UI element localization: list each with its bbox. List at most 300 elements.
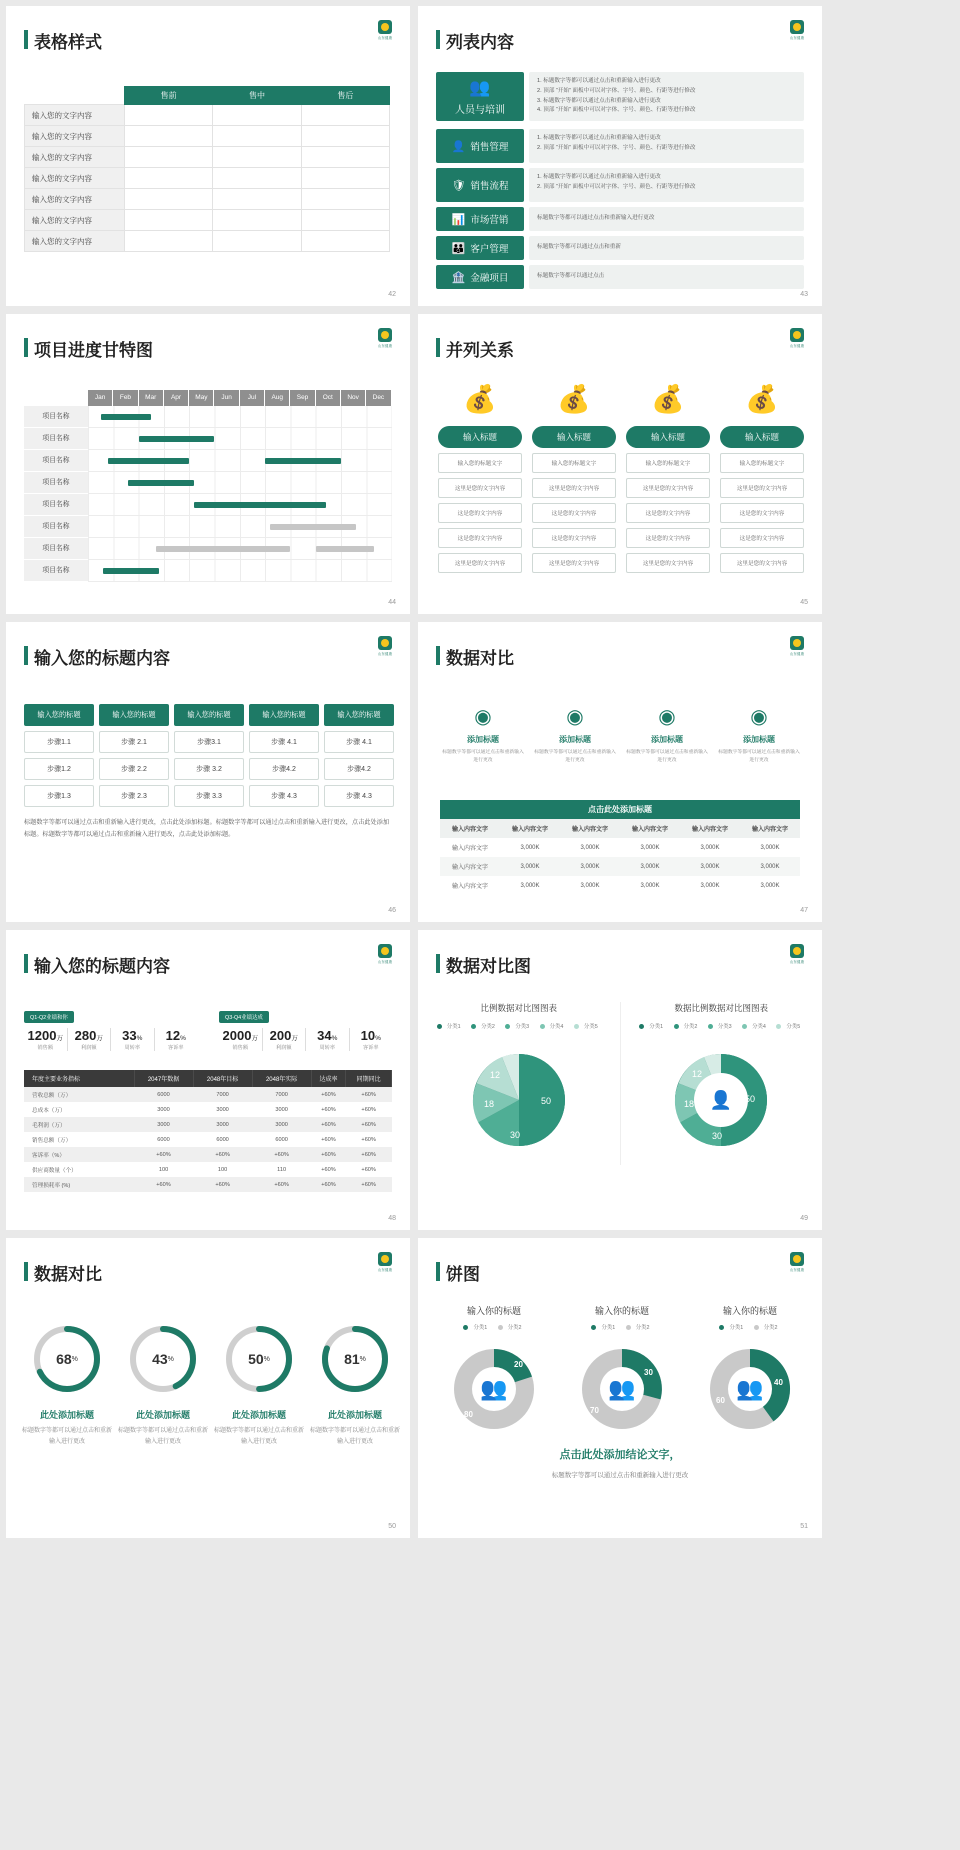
cell: 3000	[193, 1117, 252, 1132]
logo-mark	[790, 20, 804, 34]
list-item-label: 市场营销	[470, 215, 509, 227]
cell: 输入内容文字	[451, 884, 488, 890]
kpi-items	[24, 1028, 197, 1051]
step-cell[interactable]: 步骤 2.3	[99, 785, 169, 807]
cell: 3,000K	[620, 857, 680, 876]
slide-parallel	[418, 314, 822, 614]
step-column-title[interactable]: 输入您的标题	[249, 704, 319, 726]
parallel-column	[438, 386, 522, 573]
list-item[interactable]	[436, 265, 804, 289]
table-banner-row	[440, 800, 800, 819]
brand-logo	[786, 944, 808, 966]
list-item-tag[interactable]	[436, 207, 524, 231]
logo-mark	[378, 328, 392, 342]
step-column-title[interactable]: 输入您的标题	[24, 704, 94, 726]
pie-icon: ◉	[750, 706, 768, 728]
list-item-label: 金融项目	[470, 273, 509, 285]
ring-columns	[22, 1324, 400, 1449]
list-item[interactable]	[436, 72, 804, 121]
slice-label: 50	[745, 1094, 756, 1104]
kpi-label: 周转率	[319, 1045, 336, 1051]
logo-mark	[790, 944, 804, 958]
page-number: 45	[800, 599, 808, 606]
ring-title: 此处添加标题	[327, 1410, 382, 1420]
row-label: 输入您的文字内容	[25, 126, 125, 147]
cell	[125, 147, 213, 168]
cell: 3,000K	[520, 844, 540, 851]
cell: 7000	[193, 1087, 252, 1102]
cell: 3,000K	[560, 857, 620, 876]
step-cell[interactable]: 步骤 3.2	[174, 758, 244, 780]
gantt-row	[24, 538, 392, 560]
cell: 输入内容文字	[451, 846, 488, 852]
column-cell[interactable]: 这里是您的文字内容	[626, 553, 710, 573]
slide-kpi-table	[6, 930, 410, 1230]
cell: 3,000K	[680, 857, 740, 876]
step-cell[interactable]: 步骤 4.1	[249, 731, 319, 753]
table-header-cell: 输入内容文字	[680, 819, 740, 838]
chart-title: 输入你的标题	[722, 1306, 777, 1316]
cell: +60%	[346, 1177, 392, 1192]
column-cell[interactable]: 这是您的文字内容	[438, 503, 522, 523]
step-cell[interactable]: 步骤 4.1	[324, 731, 394, 753]
legend-item: 分类2	[626, 1325, 653, 1331]
kpi-group-tag: Q1-Q2业绩和你	[24, 1011, 74, 1023]
legend-item: 分类2	[498, 1325, 525, 1331]
slide-data-compare	[418, 622, 822, 922]
table-row	[24, 1102, 392, 1117]
table-header-row	[440, 819, 800, 838]
table-header-cell: 2047年数据	[134, 1070, 193, 1087]
brand-logo	[786, 20, 808, 42]
cell: +60%	[321, 1106, 336, 1113]
list-item-tag[interactable]	[436, 168, 524, 202]
chart-title: 比例数据对比图图表	[480, 1003, 557, 1013]
people-icon: 👥	[469, 77, 491, 97]
cell: +60%	[252, 1177, 311, 1192]
row-label: 输入您的文字内容	[25, 105, 125, 126]
finance-icon: 🏦	[451, 271, 466, 284]
cell: 6000	[134, 1087, 193, 1102]
page-number: 47	[800, 907, 808, 914]
column-cell[interactable]: 这里是您的文字内容	[720, 478, 804, 498]
progress-ring	[224, 1324, 294, 1394]
slide-pie-charts	[418, 930, 822, 1230]
cell: +60%	[321, 1166, 336, 1173]
ring-desc: 标题数字等都可以通过点击和重新输入进行更改	[118, 1428, 209, 1446]
table-row	[25, 147, 390, 168]
cell: 3,000K	[500, 857, 560, 876]
data-table	[24, 86, 390, 252]
kpi-value: 34%	[317, 1028, 338, 1043]
cell: 3000	[134, 1117, 193, 1132]
kpi-group	[24, 1006, 197, 1051]
column-title[interactable]: 输入标题	[626, 426, 710, 448]
kpi-label: 周转率	[124, 1045, 141, 1051]
logo-label: 山东健康	[377, 960, 393, 964]
ring-desc: 标题数字等都可以通过点击和重新输入进行更改	[214, 1428, 305, 1446]
gantt-track	[88, 538, 392, 560]
gantt-bar	[103, 568, 159, 574]
month-label: Jun	[214, 390, 239, 406]
table-row	[24, 1087, 392, 1102]
page-title: 数据对比图	[436, 952, 531, 977]
cell: 3,000K	[640, 844, 660, 851]
cell: +60%	[134, 1147, 193, 1162]
pie-icon: ◉	[474, 706, 492, 728]
table-header-cell: 输入内容文字	[500, 819, 560, 838]
kpi-label: 销售额	[232, 1045, 249, 1051]
column-cell[interactable]: 这是您的文字内容	[438, 528, 522, 548]
step-column	[249, 704, 319, 807]
slice-label: 12	[692, 1069, 703, 1079]
cell	[125, 231, 213, 252]
cell	[301, 210, 389, 231]
cell: 3000	[216, 1106, 229, 1113]
cell: +60%	[346, 1087, 392, 1102]
people-icon: 👥	[480, 1376, 508, 1401]
gantt-track	[88, 450, 392, 472]
column-cell[interactable]: 这是您的文字内容	[532, 528, 616, 548]
cell: 3,000K	[640, 882, 660, 889]
table-row	[25, 126, 390, 147]
slice-label: 40	[774, 1378, 783, 1387]
ring-desc: 标题数字等都可以通过点击和重新输入进行更改	[310, 1428, 401, 1446]
page-number: 50	[388, 1523, 396, 1530]
chart-legend	[621, 1022, 823, 1030]
cell: 3,000K	[760, 844, 780, 851]
kpi-item	[306, 1028, 350, 1051]
column-title[interactable]: 输入标题	[438, 426, 522, 448]
chart-legend	[418, 1022, 620, 1030]
step-cell[interactable]: 步骤3.1	[174, 731, 244, 753]
table-row	[25, 210, 390, 231]
kpi-group	[219, 1006, 392, 1051]
slide-steps	[6, 622, 410, 922]
gantt-bar	[101, 414, 152, 420]
page-number: 48	[388, 1215, 396, 1222]
task-label: 项目名称	[24, 494, 88, 516]
step-column	[174, 704, 244, 807]
logo-label: 山东健康	[789, 652, 805, 656]
ring-item	[118, 1324, 208, 1449]
list-item-tag[interactable]	[436, 236, 524, 260]
logo-mark	[378, 636, 392, 650]
kpi-value: 10%	[360, 1028, 381, 1043]
step-cell[interactable]: 步骤1.3	[24, 785, 94, 807]
column-cell[interactable]: 这里是您的文字内容	[720, 553, 804, 573]
kpi-groups	[24, 1006, 392, 1051]
logo-label: 山东健康	[789, 344, 805, 348]
column-cell[interactable]: 这是您的文字内容	[720, 528, 804, 548]
step-column-title[interactable]: 输入您的标题	[324, 704, 394, 726]
cell: 6000	[275, 1136, 288, 1143]
column-cell[interactable]: 这是您的文字内容	[626, 528, 710, 548]
table-row	[24, 1147, 392, 1162]
gantt-bar	[156, 546, 290, 552]
list-item[interactable]	[436, 207, 804, 231]
people-icon: 👥	[608, 1376, 636, 1401]
step-cell[interactable]: 步骤 2.2	[99, 758, 169, 780]
conclusion-block	[418, 1446, 822, 1479]
step-column-title[interactable]: 输入您的标题	[99, 704, 169, 726]
gantt-bar	[270, 524, 356, 530]
slice-label: 30	[644, 1368, 653, 1377]
legend-item: 分类2	[754, 1325, 781, 1331]
data-table	[24, 1070, 392, 1192]
kpi-item	[68, 1028, 112, 1051]
list-line: 4. 顶部 “开始” 面板中可以对字体、字号、颜色、行距等进行修改	[537, 107, 696, 114]
column-cell[interactable]: 这里是您的文字内容	[532, 478, 616, 498]
cell: +60%	[361, 1106, 376, 1113]
list-item[interactable]	[436, 236, 804, 260]
column-cell[interactable]: 输入您的标题文字	[626, 453, 710, 473]
page-number: 44	[388, 599, 396, 606]
cell: +60%	[321, 1136, 336, 1143]
chart-title: 输入你的标题	[466, 1306, 521, 1316]
kpi-item	[219, 1028, 263, 1051]
slide-table-style	[6, 6, 410, 306]
list-item-tag[interactable]	[436, 265, 524, 289]
cell	[213, 210, 301, 231]
column-cell[interactable]: 输入您的标题文字	[532, 453, 616, 473]
logo-label: 山东健康	[377, 1268, 393, 1272]
table-header-cell: 售中	[213, 87, 301, 105]
donut-svg	[661, 1040, 781, 1160]
slice-label: 12	[489, 1070, 500, 1080]
ring-value: 81 %	[344, 1351, 366, 1367]
cell: 3000	[275, 1106, 288, 1113]
slice-label: 30	[712, 1131, 723, 1141]
cell: +60%	[252, 1147, 311, 1162]
legend-item: 分类4	[540, 1024, 567, 1030]
cell: 110	[277, 1166, 287, 1173]
cell: 销售总额（万）	[32, 1137, 72, 1144]
pie-icon: ◉	[566, 706, 584, 728]
kpi-items	[219, 1028, 392, 1051]
logo-mark	[378, 1252, 392, 1266]
table-row	[24, 1117, 392, 1132]
cell: +60%	[193, 1147, 252, 1162]
slice-label: 18	[483, 1099, 494, 1109]
list-line: 2. 顶部 “开始” 面板中可以对字体、字号、颜色、行距等进行修改	[537, 183, 696, 190]
slice-label: 70	[590, 1406, 599, 1415]
person-icon: 👤	[710, 1090, 733, 1110]
table-banner: 点击此处添加标题	[440, 800, 800, 819]
kpi-row	[24, 1006, 392, 1051]
column-title[interactable]: 输入标题	[532, 426, 616, 448]
cell	[301, 189, 389, 210]
legend-item: 分类1	[639, 1024, 666, 1030]
list-item[interactable]	[436, 168, 804, 202]
kpi-item	[111, 1028, 155, 1051]
month-label: Mar	[139, 390, 164, 406]
cell: +60%	[193, 1177, 252, 1192]
table-row	[25, 105, 390, 126]
column-cell[interactable]: 这是您的文字内容	[720, 503, 804, 523]
table-header-cell: 年度主要业务指标	[24, 1070, 134, 1087]
chart-canvas	[446, 1341, 542, 1437]
donut-item	[432, 1304, 556, 1437]
column-cell[interactable]: 这是您的文字内容	[532, 503, 616, 523]
donut-columns	[432, 1304, 812, 1437]
table-row	[24, 1162, 392, 1177]
pie-icon: ◉	[658, 706, 676, 728]
brand-logo	[786, 1252, 808, 1274]
column-cell[interactable]: 这里是您的文字内容	[438, 478, 522, 498]
list-item-tag[interactable]	[436, 129, 524, 163]
step-cell[interactable]: 步骤 2.1	[99, 731, 169, 753]
row-label: 输入您的文字内容	[25, 168, 125, 189]
table-row	[25, 168, 390, 189]
step-column	[99, 704, 169, 807]
list-line: 标题数字等都可以通过点击和重新	[537, 244, 621, 251]
slice-label: 30	[509, 1130, 520, 1140]
chart-pie	[418, 1002, 620, 1165]
parallel-column	[532, 386, 616, 573]
brand-logo	[374, 1252, 396, 1274]
kpi-item	[24, 1028, 68, 1051]
kpi-label: 利润额	[80, 1045, 97, 1051]
month-label: Dec	[366, 390, 391, 406]
step-cell[interactable]: 步骤1.2	[24, 758, 94, 780]
step-cell[interactable]: 步骤1.1	[24, 731, 94, 753]
gantt-bar	[194, 502, 326, 508]
card-desc: 标题数字等都可以通过点击和重新输入进行更改	[534, 750, 616, 764]
cell: +60%	[361, 1136, 376, 1143]
cell	[213, 126, 301, 147]
cell	[213, 168, 301, 189]
gantt-bar	[265, 458, 341, 464]
table-row	[24, 1132, 392, 1147]
row-label: 输入您的文字内容	[25, 189, 125, 210]
list-line: 2. 顶部 “开始” 面板中可以对字体、字号、颜色、行距等进行修改	[537, 144, 696, 151]
gantt-month-header	[88, 390, 392, 406]
gantt-row	[24, 494, 392, 516]
list-line: 1. 标题数字等都可以通过点击和重新输入进行更改	[537, 135, 661, 142]
cell: 营收总额（万）	[24, 1087, 134, 1102]
step-cell[interactable]: 步骤4.2	[324, 758, 394, 780]
list-item-body	[529, 129, 804, 163]
list-item-body	[529, 207, 804, 231]
step-column-title[interactable]: 输入您的标题	[174, 704, 244, 726]
legend-item: 分类1	[437, 1024, 464, 1030]
chart-canvas	[702, 1341, 798, 1437]
legend-item: 分类2	[674, 1024, 701, 1030]
legend-item: 分类1	[463, 1325, 490, 1331]
list-item[interactable]	[436, 129, 804, 163]
column-cell[interactable]: 输入您的标题文字	[720, 453, 804, 473]
month-label: Aug	[265, 390, 290, 406]
column-cell[interactable]: 这里是您的文字内容	[626, 478, 710, 498]
progress-ring	[128, 1324, 198, 1394]
page-number: 43	[800, 291, 808, 298]
row-label: 输入您的文字内容	[25, 231, 125, 252]
month-label: Nov	[341, 390, 366, 406]
cell	[301, 126, 389, 147]
list-item-tag[interactable]	[436, 72, 524, 121]
kpi-item	[155, 1028, 198, 1051]
step-cell[interactable]: 步骤4.2	[249, 758, 319, 780]
cell: 3,000K	[760, 882, 780, 889]
gantt-bar	[128, 480, 194, 486]
kpi-value: 280万	[74, 1028, 103, 1043]
cell	[301, 147, 389, 168]
kpi-item	[263, 1028, 307, 1051]
logo-mark	[790, 328, 804, 342]
cell: +60%	[311, 1147, 346, 1162]
list-line: 标题数字等都可以通过点击和重新输入进行更改	[537, 215, 655, 222]
cell	[301, 105, 389, 126]
logo-label: 山东健康	[789, 1268, 805, 1272]
gantt-row	[24, 406, 392, 428]
slice-label: 50	[540, 1096, 551, 1106]
cell: +60%	[311, 1177, 346, 1192]
page-title: 输入您的标题内容	[24, 952, 170, 977]
slice-label: 80	[464, 1410, 473, 1419]
logo-mark	[378, 20, 392, 34]
parallel-columns	[438, 386, 804, 573]
parallel-column	[720, 386, 804, 573]
column-cell[interactable]: 这是您的文字内容	[626, 503, 710, 523]
chart-title: 输入你的标题	[594, 1306, 649, 1316]
column-cell[interactable]: 这里是您的文字内容	[532, 553, 616, 573]
step-cell[interactable]: 步骤 4.3	[324, 785, 394, 807]
cell: 3,000K	[580, 844, 600, 851]
conclusion-sub: 标题数字等都可以通过点击和重新输入进行更改	[551, 1472, 689, 1479]
gantt-row	[24, 560, 392, 582]
column-cell[interactable]: 输入您的标题文字	[438, 453, 522, 473]
ring-value: 43 %	[152, 1351, 174, 1367]
table-header-cell: 售前	[125, 87, 213, 105]
card-desc: 标题数字等都可以通过点击和重新输入进行更改	[442, 750, 524, 764]
row-label: 输入您的文字内容	[25, 210, 125, 231]
column-cell[interactable]: 这里是您的文字内容	[438, 553, 522, 573]
column-title[interactable]: 输入标题	[720, 426, 804, 448]
cell	[125, 105, 213, 126]
kpi-label: 销售额	[37, 1045, 54, 1051]
page-title: 表格样式	[24, 28, 102, 53]
table-header-cell: 2048年目标	[193, 1070, 252, 1087]
table-header-cell: 输入内容文字	[740, 819, 800, 838]
cell: 7000	[252, 1087, 311, 1102]
metric-cards	[440, 704, 802, 765]
list-item-body	[529, 168, 804, 202]
gantt-track	[88, 428, 392, 450]
page-title: 数据对比	[436, 644, 514, 669]
step-cell[interactable]: 步骤 3.3	[174, 785, 244, 807]
slide-progress-rings	[6, 1238, 410, 1538]
step-cell[interactable]: 步骤 4.3	[249, 785, 319, 807]
step-column	[324, 704, 394, 807]
ring-value: 68 %	[56, 1351, 78, 1367]
parallel-column	[626, 386, 710, 573]
cell: +60%	[311, 1117, 346, 1132]
month-label: Jul	[240, 390, 265, 406]
legend-item: 分类5	[776, 1024, 803, 1030]
steps-columns	[24, 704, 394, 807]
gantt-chart	[24, 390, 392, 582]
cell	[125, 168, 213, 189]
list-line: 3. 标题数字等都可以通过点击和重新输入进行更改	[537, 97, 661, 104]
metric-card	[624, 704, 710, 765]
list-line: 1. 标题数字等都可以通过点击和重新输入进行更改	[537, 78, 661, 84]
group-icon: 👪	[451, 242, 466, 255]
cell	[125, 126, 213, 147]
cell: 毛利润（万）	[24, 1117, 134, 1132]
ring-item	[214, 1324, 304, 1449]
cell: 客诉率（%）	[24, 1147, 134, 1162]
